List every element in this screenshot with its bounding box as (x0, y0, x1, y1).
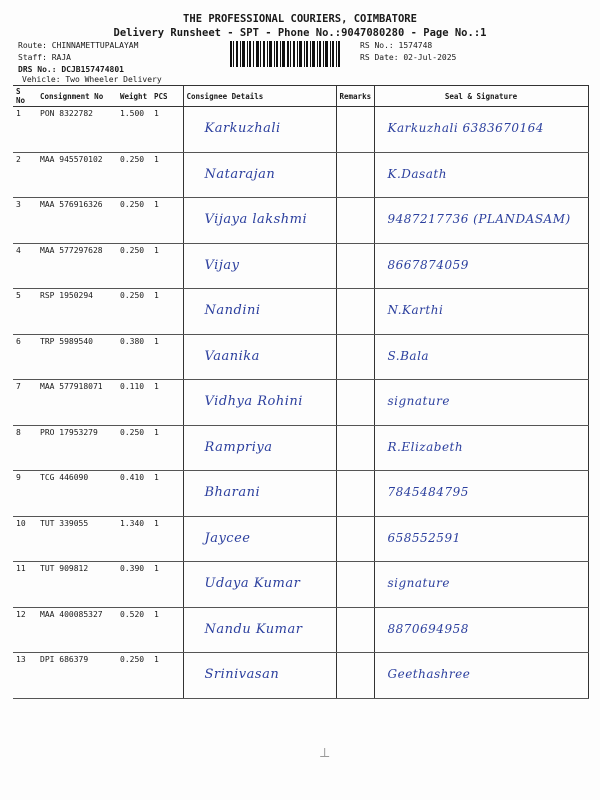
row-remarks (336, 380, 374, 426)
row-consignment-no: MAA 945570102 (37, 152, 117, 198)
consignee-handwriting: Bharani (204, 485, 261, 500)
signature-handwriting: signature (387, 576, 450, 590)
barcode-icon (230, 41, 340, 67)
row-remarks (336, 653, 374, 699)
row-consignment-no: PRO 17953279 (37, 425, 117, 471)
row-consignment-no: TUT 339055 (37, 516, 117, 562)
row-pcs: 1 (151, 243, 183, 289)
route-info: Route: CHINNAMETTUPALAYAM (18, 41, 139, 50)
row-signature (374, 289, 588, 335)
consignee-handwriting: Udaya Kumar (204, 576, 301, 591)
row-pcs: 1 (151, 562, 183, 608)
consignee-handwriting: Srinivasan (204, 667, 280, 682)
row-weight: 0.110 (117, 380, 151, 426)
row-sno: 9 (13, 471, 37, 517)
row-sno: 8 (13, 425, 37, 471)
row-consignment-no: MAA 576916326 (37, 198, 117, 244)
table-header-row (13, 86, 588, 107)
consignee-handwriting: Vaanika (204, 348, 260, 364)
signature-handwriting: 658552591 (387, 530, 461, 545)
row-remarks (336, 198, 374, 244)
row-sno: 11 (13, 562, 37, 608)
signature-handwriting: 8870694958 (387, 621, 469, 636)
row-signature (374, 562, 588, 608)
table-row (13, 198, 588, 244)
row-sno: 7 (13, 380, 37, 426)
row-sno: 4 (13, 243, 37, 289)
row-pcs: 1 (151, 471, 183, 517)
row-sno: 1 (13, 107, 37, 153)
drs-info: DRS No.: DCJB157474801 (18, 65, 124, 74)
row-consignee (183, 607, 336, 653)
row-consignment-no: DPI 686379 (37, 653, 117, 699)
col-consignment: Consignment No (37, 86, 117, 107)
row-pcs: 1 (151, 152, 183, 198)
col-sno: S No (13, 86, 37, 107)
staff-info: Staff: RAJA (18, 53, 71, 62)
row-pcs: 1 (151, 516, 183, 562)
row-consignment-no: MAA 400085327 (37, 607, 117, 653)
row-remarks (336, 607, 374, 653)
row-remarks (336, 562, 374, 608)
row-sno: 13 (13, 653, 37, 699)
rs-number: RS No.: 1574748 (360, 41, 433, 50)
consignee-handwriting: Jaycee (204, 530, 251, 546)
row-consignee (183, 107, 336, 153)
row-remarks (336, 516, 374, 562)
row-weight: 0.250 (117, 425, 151, 471)
row-consignee (183, 425, 336, 471)
row-weight: 0.380 (117, 334, 151, 380)
row-signature (374, 516, 588, 562)
row-consignee (183, 380, 336, 426)
row-consignment-no: TCG 446090 (37, 471, 117, 517)
consignee-handwriting: Karkuzhali (204, 121, 281, 136)
table-row (13, 380, 588, 426)
row-consignment-no: TRP 5989540 (37, 334, 117, 380)
signature-handwriting: signature (387, 394, 450, 408)
row-remarks (336, 471, 374, 517)
table-row (13, 516, 588, 562)
row-sno: 2 (13, 152, 37, 198)
row-signature (374, 425, 588, 471)
table-row (13, 653, 588, 699)
row-weight: 0.250 (117, 653, 151, 699)
table-row (13, 243, 588, 289)
table-row (13, 289, 588, 335)
table-row (13, 471, 588, 517)
row-pcs: 1 (151, 198, 183, 244)
col-consignee: Consignee Details (183, 86, 336, 107)
row-consignment-no: RSP 1950294 (37, 289, 117, 335)
row-signature (374, 380, 588, 426)
row-signature (374, 653, 588, 699)
table-row (13, 107, 588, 153)
signature-handwriting: R.Elizabeth (387, 439, 464, 454)
row-sno: 12 (13, 607, 37, 653)
row-weight: 0.250 (117, 198, 151, 244)
row-consignee (183, 289, 336, 335)
row-signature (374, 152, 588, 198)
signature-handwriting: Geethashree (387, 667, 471, 681)
row-remarks (336, 425, 374, 471)
row-weight: 0.250 (117, 243, 151, 289)
signature-handwriting: Karkuzhali 6383670164 (387, 121, 544, 135)
row-consignee (183, 653, 336, 699)
row-weight: 0.520 (117, 607, 151, 653)
row-remarks (336, 334, 374, 380)
consignee-handwriting: Nandini (204, 303, 261, 318)
row-remarks (336, 289, 374, 335)
consignee-handwriting: Natarajan (204, 166, 276, 182)
row-weight: 1.340 (117, 516, 151, 562)
vehicle-info: Vehicle: Two Wheeler Delivery (22, 75, 162, 84)
consignee-handwriting: Nandu Kumar (204, 621, 303, 637)
pen-mark: ⟂ (320, 745, 330, 761)
row-pcs: 1 (151, 334, 183, 380)
runsheet-table (13, 85, 589, 699)
row-weight: 0.390 (117, 562, 151, 608)
row-pcs: 1 (151, 380, 183, 426)
row-signature (374, 471, 588, 517)
row-pcs: 1 (151, 607, 183, 653)
col-remarks: Remarks (336, 86, 374, 107)
row-remarks (336, 243, 374, 289)
row-consignee (183, 471, 336, 517)
rs-date: RS Date: 02-Jul-2025 (360, 53, 457, 62)
row-sno: 6 (13, 334, 37, 380)
table-row (13, 607, 588, 653)
row-consignee (183, 334, 336, 380)
table-row (13, 334, 588, 380)
signature-handwriting: N.Karthi (387, 303, 444, 317)
row-consignment-no: PON 8322782 (37, 107, 117, 153)
row-sno: 5 (13, 289, 37, 335)
row-pcs: 1 (151, 653, 183, 699)
table-row (13, 562, 588, 608)
row-signature (374, 607, 588, 653)
row-weight: 0.250 (117, 152, 151, 198)
row-pcs: 1 (151, 107, 183, 153)
row-consignee (183, 198, 336, 244)
signature-handwriting: 9487217736 (PLANDASAM) (387, 212, 571, 226)
row-consignee (183, 152, 336, 198)
row-weight: 0.410 (117, 471, 151, 517)
row-weight: 0.250 (117, 289, 151, 335)
col-weight: Weight (117, 86, 151, 107)
company-title: THE PROFESSIONAL COURIERS, COIMBATORE (183, 13, 417, 25)
row-signature (374, 198, 588, 244)
row-consignee (183, 243, 336, 289)
row-weight: 1.500 (117, 107, 151, 153)
row-remarks (336, 107, 374, 153)
row-consignment-no: TUT 909812 (37, 562, 117, 608)
consignee-handwriting: Vijaya lakshmi (204, 212, 308, 227)
row-pcs: 1 (151, 289, 183, 335)
runsheet-subtitle: Delivery Runsheet - SPT - Phone No.:9047080280 - Page No.:1 (113, 27, 487, 39)
col-signature: Seal & Signature (374, 86, 588, 107)
table-row (13, 152, 588, 198)
signature-handwriting: 8667874059 (387, 257, 469, 272)
table-row (13, 425, 588, 471)
row-consignee (183, 562, 336, 608)
row-pcs: 1 (151, 425, 183, 471)
consignee-handwriting: Vidhya Rohini (204, 394, 303, 409)
row-signature (374, 243, 588, 289)
row-signature (374, 334, 588, 380)
consignee-handwriting: Rampriya (204, 439, 273, 455)
row-remarks (336, 152, 374, 198)
row-sno: 3 (13, 198, 37, 244)
row-consignee (183, 516, 336, 562)
signature-handwriting: S.Bala (387, 348, 430, 363)
row-signature (374, 107, 588, 153)
signature-handwriting: K.Dasath (387, 166, 447, 181)
consignee-handwriting: Vijay (204, 257, 240, 273)
row-consignment-no: MAA 577297628 (37, 243, 117, 289)
col-pcs: PCS (151, 86, 183, 107)
signature-handwriting: 7845484795 (387, 485, 469, 499)
row-sno: 10 (13, 516, 37, 562)
row-consignment-no: MAA 577918071 (37, 380, 117, 426)
